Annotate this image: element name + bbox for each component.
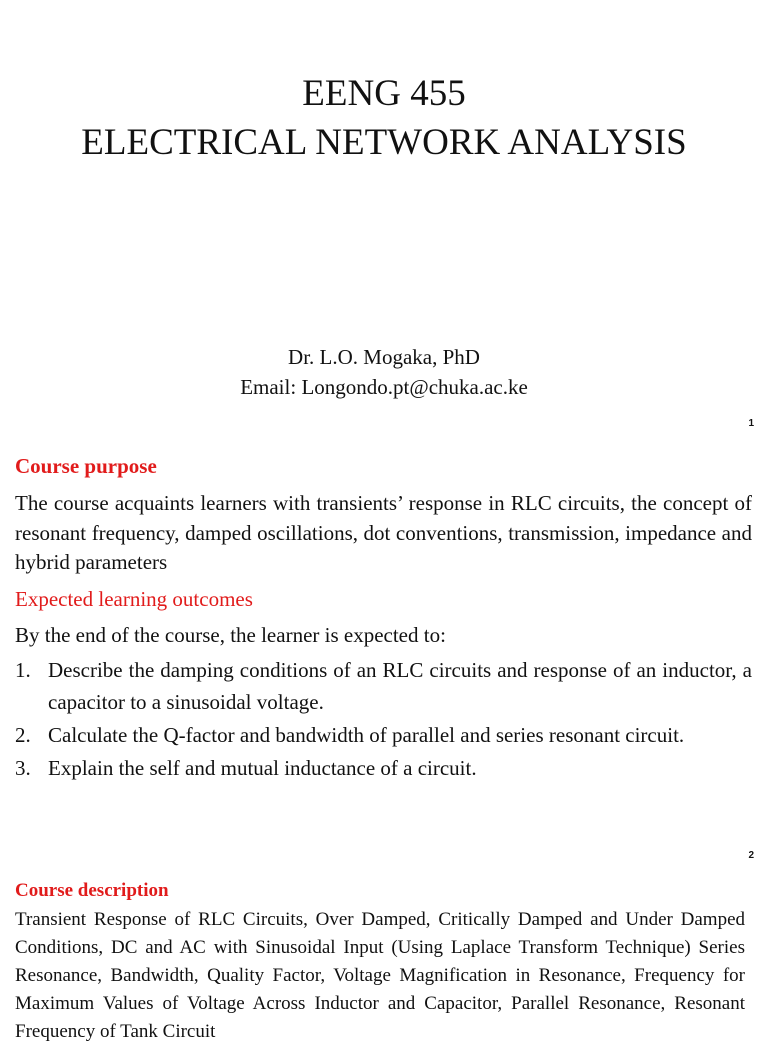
course-title: ELECTRICAL NETWORK ANALYSIS — [81, 122, 687, 163]
slide-2 — [0, 434, 768, 866]
author-name: Dr. L.O. Mogaka, PhD — [288, 345, 480, 369]
list-item-number: 1. — [15, 658, 31, 682]
slide-3 — [0, 868, 768, 1042]
page-number: 2 — [748, 850, 754, 861]
learning-outcomes-intro: By the end of the course, the learner is expected to: — [15, 623, 446, 647]
list-item-text: Calculate the Q-factor and bandwidth of parallel and series resonant circuit. — [48, 723, 685, 747]
list-item-number: 3. — [15, 756, 31, 780]
course-purpose-text: The course acquaints learners with transients’ response in RLC circuits, the concept of resonant frequency, damped oscillations, dot conventions, transmission, impedance and hybrid parameters — [15, 491, 752, 574]
course-purpose-heading: Course purpose — [15, 454, 157, 478]
list-item-text: Describe the damping conditions of an RLC circuits and response of an inductor, a capacitor to a sinusoidal voltage. — [48, 658, 752, 714]
list-item — [15, 752, 752, 784]
learning-outcomes-list — [15, 654, 752, 785]
page-number: 1 — [748, 418, 754, 429]
author-email: Email: Longondo.pt@chuka.ac.ke — [240, 375, 528, 399]
slide-1 — [0, 0, 768, 432]
list-item-text: Explain the self and mutual inductance of a circuit. — [48, 756, 477, 780]
list-item — [15, 654, 752, 718]
list-item-number: 2. — [15, 723, 31, 747]
list-item — [15, 719, 752, 751]
course-code: EENG 455 — [302, 73, 466, 114]
course-description-text: Transient Response of RLC Circuits, Over Damped, Critically Damped and Under Damped Conditions, DC and AC with Sinusoidal Input (Using Laplace Transform Technique) Series Resonance, Bandwidth, Quality Factor, Voltage Magnification in Resonance, Frequency for Maximum Values of Voltage Across Inductor and Capacitor, Parallel Resonance, Resonant Frequency of Tank Circuit — [15, 909, 745, 1042]
learning-outcomes-heading: Expected learning outcomes — [15, 587, 253, 611]
course-description-heading: Course description — [15, 880, 169, 901]
